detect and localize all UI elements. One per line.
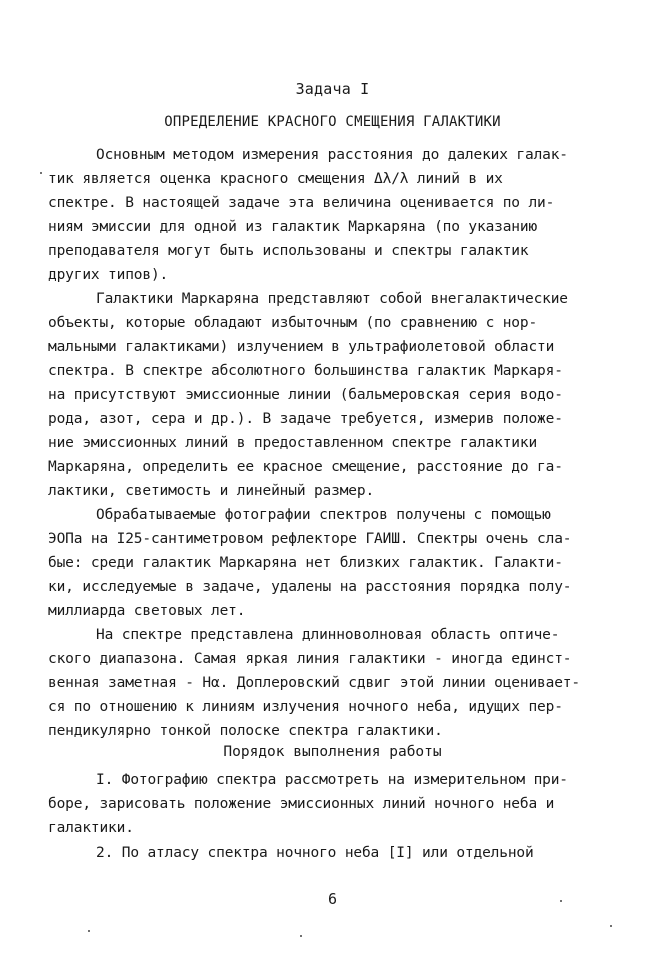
text-line: Галактики Маркаряна представляют собой внегалактические	[96, 291, 568, 307]
task-number: Задача I	[295, 80, 370, 98]
text-line: Маркаряна, определить ее красное смещение, расстояние до га-	[48, 459, 563, 475]
text-line: I. Фотографию спектра рассмотреть на измерительном при-	[96, 772, 568, 788]
text-line: ского диапазона. Самая яркая линия галактики - иногда единст-	[48, 651, 572, 667]
scan-speck	[300, 935, 302, 937]
text-line: На спектре представлена длинноволновая область оптиче-	[96, 627, 560, 643]
scan-speck	[88, 930, 90, 932]
text-line: лактики, светимость и линейный размер.	[48, 483, 375, 499]
text-line: боре, зарисовать положение эмиссионных линий ночного неба и	[48, 796, 555, 812]
text-line: ниям эмиссии для одной из галактик Маркаряна (по указанию	[48, 219, 538, 235]
text-line: венная заметная - Hα. Доплеровский сдвиг этой линии оценивает-	[48, 675, 580, 691]
text-line: на присутствуют эмиссионные линии (бальмеровская серия водо-	[48, 387, 563, 403]
text-line: ние эмиссионных линий в предоставленном спектре галактики	[48, 435, 538, 451]
text-line: 2. По атласу спектра ночного неба [I] или отдельной	[96, 845, 534, 861]
scan-speck	[40, 172, 42, 174]
page-title: ОПРЕДЕЛЕНИЕ КРАСНОГО СМЕЩЕНИЯ ГАЛАКТИКИ	[164, 114, 501, 130]
text-line: объекты, которые обладают избыточным (по сравнению с нор-	[48, 315, 538, 331]
section-heading: Порядок выполнения работы	[223, 744, 442, 760]
text-line: галактики.	[48, 820, 134, 836]
text-line: миллиарда световых лет.	[48, 603, 246, 619]
text-line: бые: среди галактик Маркаряна нет близких галактик. Галакти-	[48, 555, 563, 571]
text-line: рода, азот, сера и др.). В задаче требуется, измерив положе-	[48, 411, 563, 427]
text-line: пендикулярно тонкой полоске спектра галактики.	[48, 723, 443, 739]
text-line: тик является оценка красного смещения Δλ/λ линий в их	[48, 171, 503, 187]
text-line: ЭОПа на I25-сантиметровом рефлекторе ГАИШ. Спектры очень сла-	[48, 531, 572, 547]
scan-speck	[560, 900, 562, 902]
text-line: ки, исследуемые в задаче, удалены на расстояния порядка полу-	[48, 579, 572, 595]
text-line: Основным методом измерения расстояния до далеких галак-	[96, 147, 568, 163]
page-number: 6	[328, 890, 338, 908]
text-line: спектре. В настоящей задаче эта величина оценивается по ли-	[48, 195, 555, 211]
text-line: преподавателя могут быть использованы и спектры галактик	[48, 243, 529, 259]
text-line: ся по отношению к линиям излучения ночного неба, идущих пер-	[48, 699, 563, 715]
scan-speck	[610, 925, 612, 927]
text-line: других типов).	[48, 267, 169, 283]
text-line: спектра. В спектре абсолютного большинства галактик Маркаря-	[48, 363, 563, 379]
text-line: Обрабатываемые фотографии спектров получены с помощью	[96, 507, 551, 523]
text-line: мальными галактиками) излучением в ультрафиолетовой области	[48, 339, 555, 355]
